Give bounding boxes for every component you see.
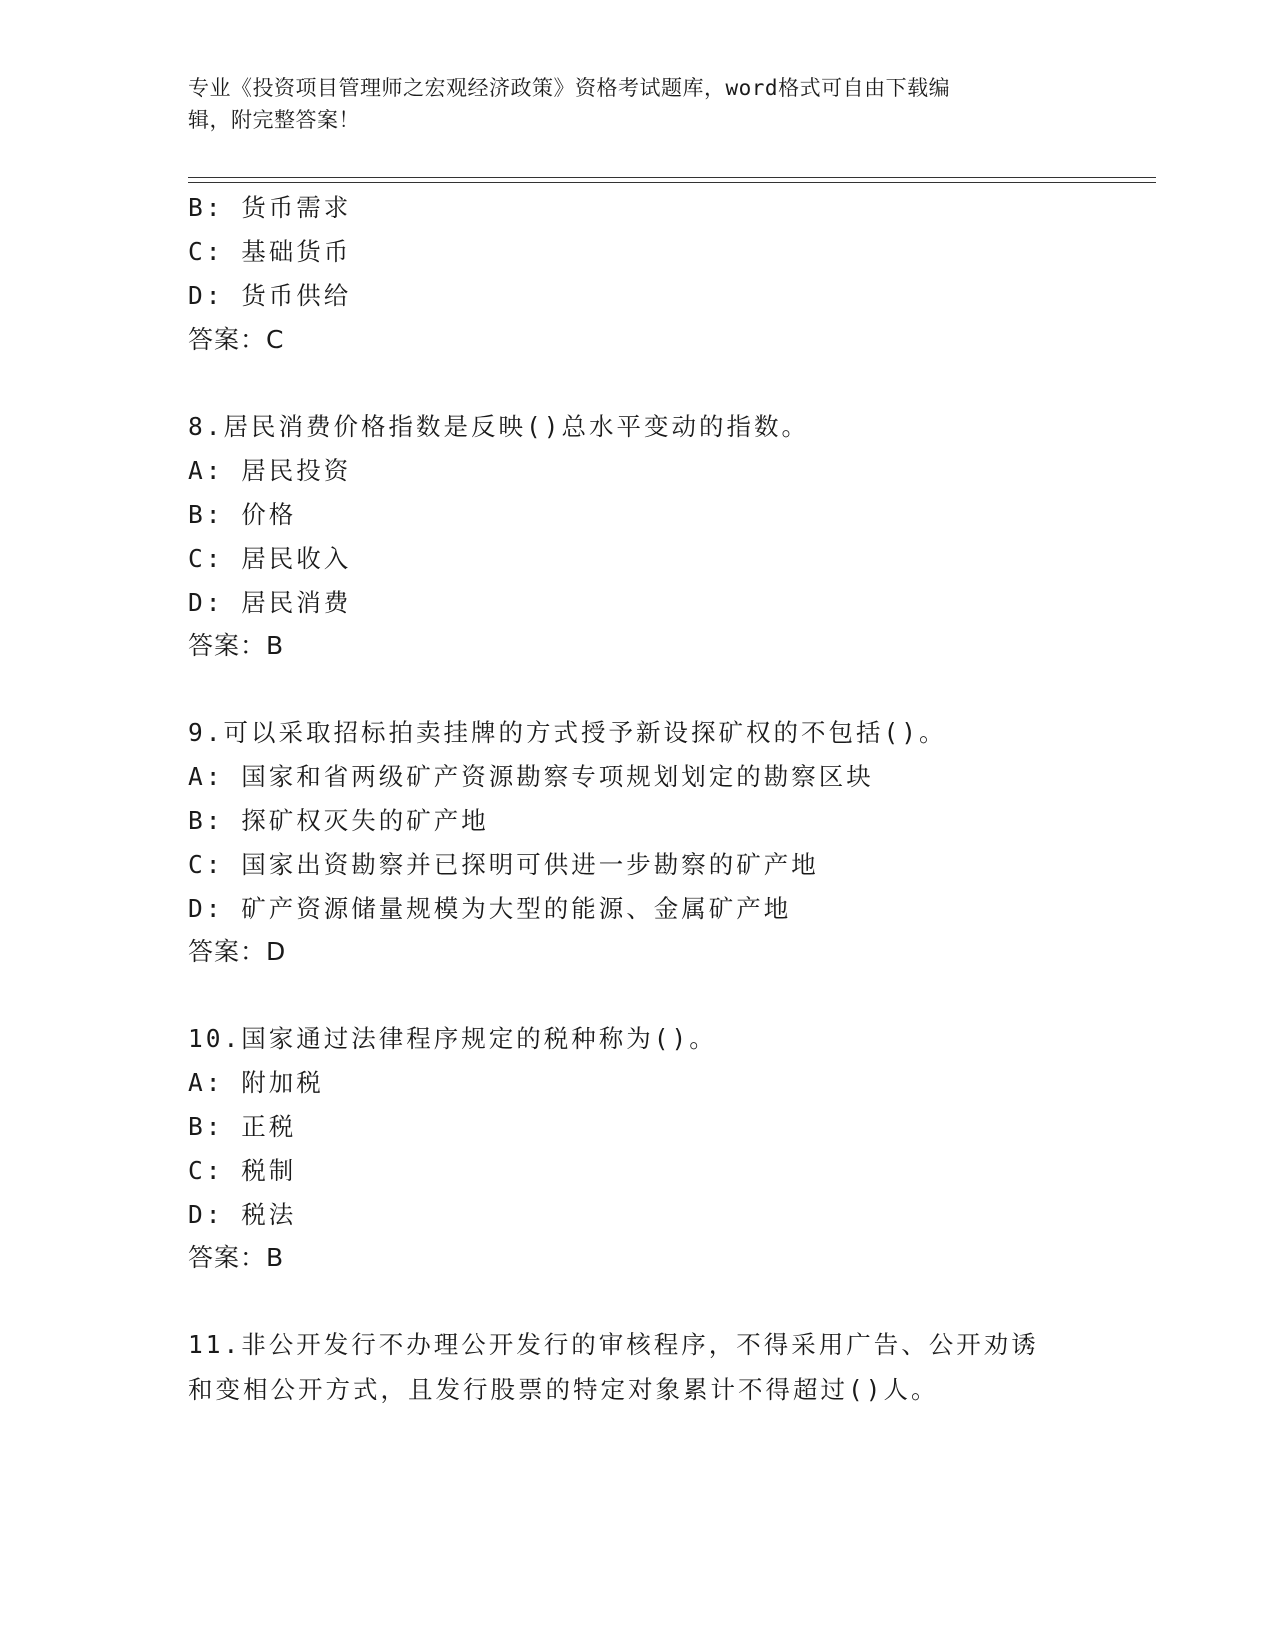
header-line-2: 辑，附完整答案！ [188,108,360,132]
q10-answer: 答案：B [188,1243,285,1272]
q7-option-d: D: 货币供给 [188,281,352,310]
header-divider-top [188,177,1156,178]
q9-answer: 答案：D [188,937,287,966]
q7-answer: 答案：C [188,325,285,354]
q8-option-d: D: 居民消费 [188,588,352,617]
q8-question: 8.居民消费价格指数是反映()总水平变动的指数。 [188,412,809,441]
q9-option-c: C: 国家出资勘察并已探明可供进一步勘察的矿产地 [188,850,819,879]
q8-option-c: C: 居民收入 [188,544,352,573]
q10-option-a: A: 附加税 [188,1068,324,1097]
header-line-1: 专业《投资项目管理师之宏观经济政策》资格考试题库，word格式可自由下载编 [188,76,951,100]
q9-option-a: A: 国家和省两级矿产资源勘察专项规划划定的勘察区块 [188,762,874,791]
q7-option-b: B: 货币需求 [188,193,352,222]
q7-option-c: C: 基础货币 [188,237,352,266]
q9-option-d: D: 矿产资源储量规模为大型的能源、金属矿产地 [188,894,792,923]
q8-answer: 答案：B [188,631,285,660]
q11-question-line-2: 和变相公开方式，且发行股票的特定对象累计不得超过()人。 [188,1375,939,1404]
q9-question: 9.可以采取招标拍卖挂牌的方式授予新设探矿权的不包括()。 [188,718,947,747]
q8-option-a: A: 居民投资 [188,456,352,485]
q10-option-c: C: 税制 [188,1156,297,1185]
q9-option-b: B: 探矿权灭失的矿产地 [188,806,489,835]
q8-option-b: B: 价格 [188,500,297,529]
q10-question: 10.国家通过法律程序规定的税种称为()。 [188,1024,717,1053]
q10-option-b: B: 正税 [188,1112,297,1141]
page-header [188,72,1068,136]
q10-option-d: D: 税法 [188,1200,297,1229]
header-divider-bottom [188,182,1156,183]
q11-question-line-1: 11.非公开发行不办理公开发行的审核程序，不得采用广告、公开劝诱 [188,1330,1039,1359]
